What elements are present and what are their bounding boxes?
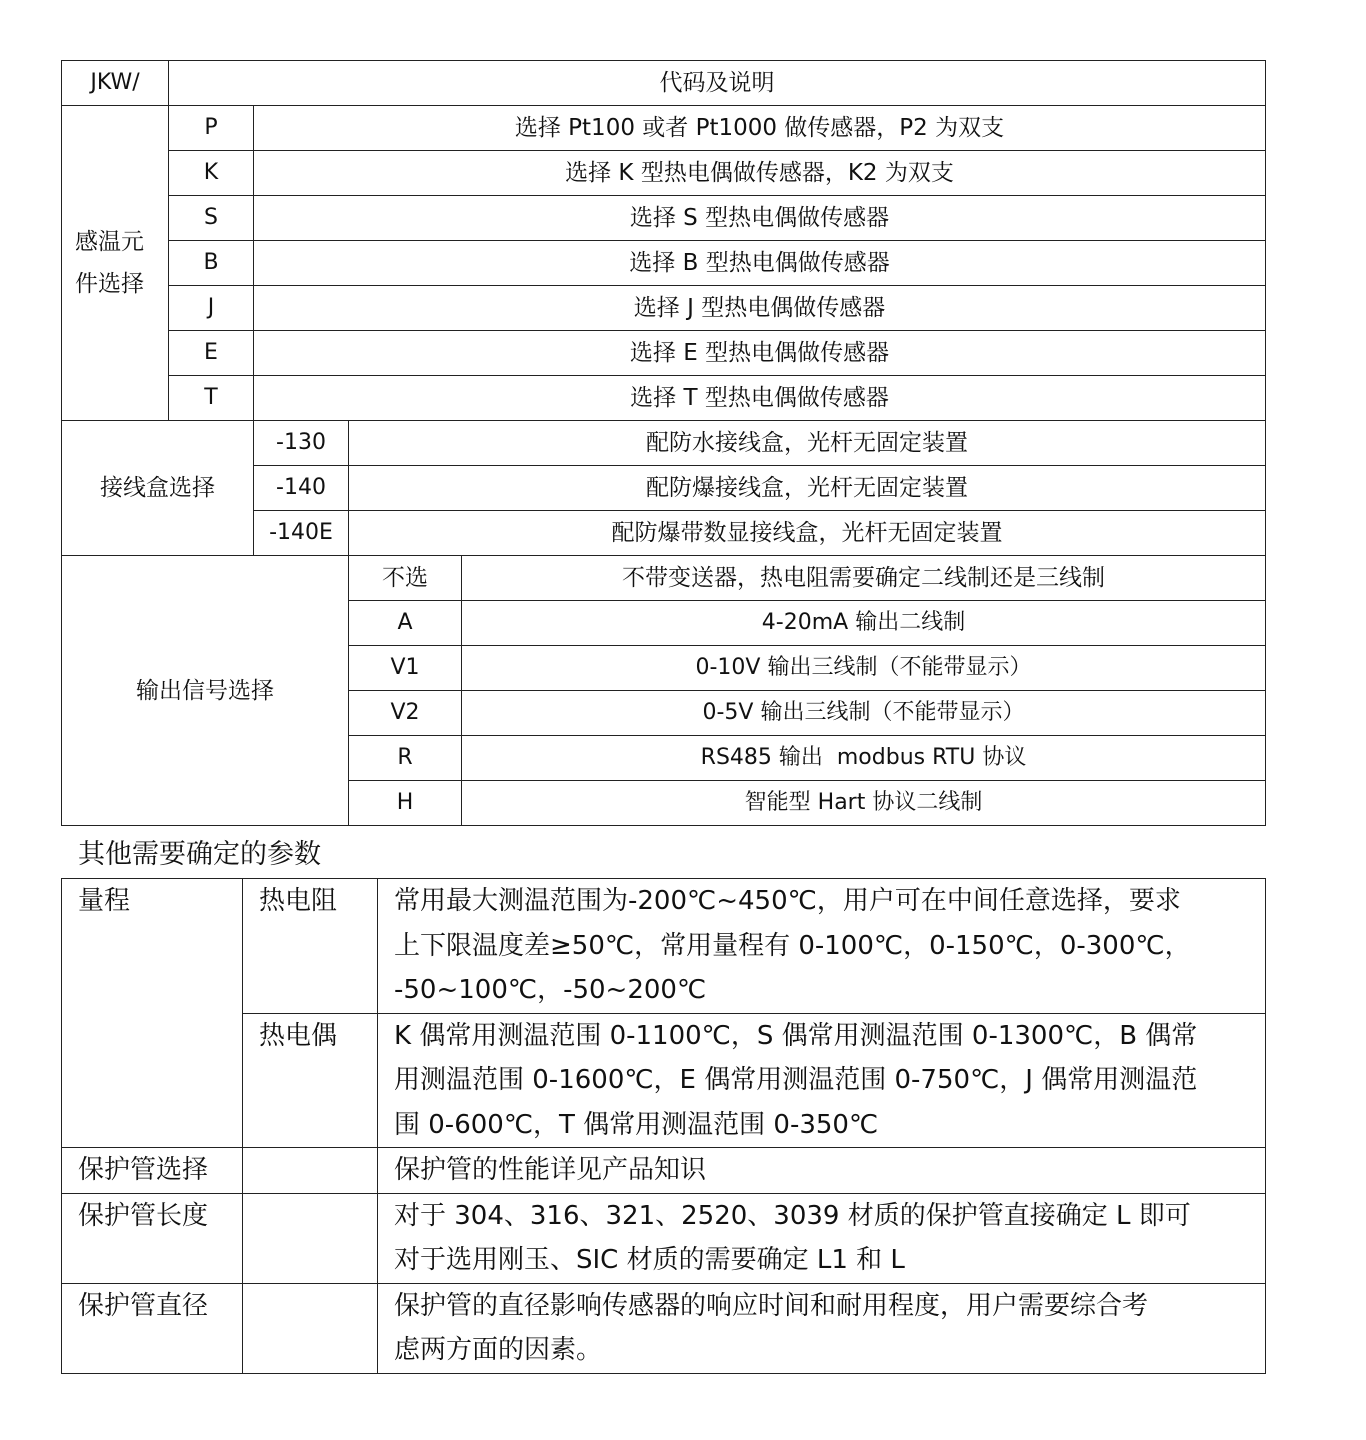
table-row bbox=[62, 196, 1266, 241]
text-line: 常用最大测温范围为-200℃~450℃，用户可在中间任意选择，要求 bbox=[394, 886, 1181, 916]
text-line: 对于 304、316、321、2520、3039 材质的保护管直接确定 L 即可 bbox=[394, 1200, 1191, 1231]
code-cell: 不选 bbox=[349, 556, 462, 601]
code-cell: R bbox=[349, 736, 462, 781]
code-cell: K bbox=[169, 151, 254, 196]
spec-code-table bbox=[61, 60, 1266, 826]
table-row bbox=[62, 1193, 1266, 1283]
output-group-label: 输出信号选择 bbox=[62, 556, 349, 826]
table-row bbox=[62, 331, 1266, 376]
code-cell: T bbox=[169, 376, 254, 421]
desc-cell: 不带变送器，热电阻需要确定二线制还是三线制 bbox=[462, 556, 1266, 601]
desc-cell: 4-20mA 输出二线制 bbox=[462, 601, 1266, 646]
code-cell: B bbox=[169, 241, 254, 286]
text-line: 上下限温度差≥50℃，常用量程有 0-100℃，0-150℃，0-300℃， bbox=[394, 930, 1191, 961]
table-row bbox=[62, 1283, 1266, 1373]
sensor-group-label: 感温元件选择 bbox=[62, 106, 169, 421]
table-row bbox=[62, 1148, 1266, 1194]
other-params-table bbox=[61, 878, 1266, 1374]
tube-length-desc bbox=[378, 1193, 1266, 1283]
desc-cell: 选择 J 型热电偶做传感器 bbox=[254, 286, 1266, 331]
table-row bbox=[62, 1013, 1266, 1148]
code-cell: -140 bbox=[254, 466, 349, 511]
tube-diameter-desc bbox=[378, 1283, 1266, 1373]
empty-cell bbox=[243, 1283, 378, 1373]
desc-cell: 选择 Pt100 或者 Pt1000 做传感器，P2 为双支 bbox=[254, 106, 1266, 151]
text-line: 对于选用刚玉、SIC 材质的需要确定 L1 和 L bbox=[394, 1245, 905, 1275]
junction-group-label: 接线盒选择 bbox=[62, 421, 254, 556]
desc-cell: 0-10V 输出三线制（不能带显示） bbox=[462, 646, 1266, 691]
text-line: 用测温范围 0-1600℃，E 偶常用测温范围 0-750℃，J 偶常用测温范 bbox=[394, 1065, 1198, 1095]
tube-select-desc bbox=[378, 1148, 1266, 1194]
text-line: -50~100℃，-50~200℃ bbox=[394, 975, 707, 1005]
desc-cell: 配防水接线盒，光杆无固定装置 bbox=[349, 421, 1266, 466]
code-cell: P bbox=[169, 106, 254, 151]
table-row bbox=[62, 106, 1266, 151]
empty-cell bbox=[243, 1193, 378, 1283]
header-label: 代码及说明 bbox=[169, 61, 1266, 106]
desc-cell: RS485 输出 modbus RTU 协议 bbox=[462, 736, 1266, 781]
text-line: 虑两方面的因素。 bbox=[394, 1335, 603, 1365]
table-header-row bbox=[62, 61, 1266, 106]
tube-length-label: 保护管长度 bbox=[62, 1193, 243, 1283]
table-row bbox=[62, 286, 1266, 331]
table-row bbox=[62, 151, 1266, 196]
text-line: 保护管的性能详见产品知识 bbox=[394, 1155, 707, 1185]
table-row bbox=[62, 879, 1266, 1014]
table-row bbox=[62, 556, 1266, 601]
code-cell: J bbox=[169, 286, 254, 331]
range-label: 量程 bbox=[62, 879, 243, 1148]
tube-select-label: 保护管选择 bbox=[62, 1148, 243, 1194]
code-cell: A bbox=[349, 601, 462, 646]
table-row bbox=[62, 241, 1266, 286]
tc-label: 热电偶 bbox=[243, 1013, 378, 1148]
code-cell: -130 bbox=[254, 421, 349, 466]
code-cell: E bbox=[169, 331, 254, 376]
desc-cell: 0-5V 输出三线制（不能带显示） bbox=[462, 691, 1266, 736]
desc-cell: 选择 B 型热电偶做传感器 bbox=[254, 241, 1266, 286]
code-cell: H bbox=[349, 781, 462, 826]
tube-diameter-label: 保护管直径 bbox=[62, 1283, 243, 1373]
desc-cell: 选择 S 型热电偶做传感器 bbox=[254, 196, 1266, 241]
desc-cell: 选择 T 型热电偶做传感器 bbox=[254, 376, 1266, 421]
table-row bbox=[62, 421, 1266, 466]
text-line: 保护管的直径影响传感器的响应时间和耐用程度，用户需要综合考 bbox=[394, 1290, 1149, 1321]
other-params-title: 其他需要确定的参数 bbox=[78, 839, 321, 870]
desc-cell: 选择 E 型热电偶做传感器 bbox=[254, 331, 1266, 376]
text-line: 围 0-600℃，T 偶常用测温范围 0-350℃ bbox=[394, 1109, 879, 1140]
model-prefix: JKW/ bbox=[62, 61, 169, 106]
desc-cell: 智能型 Hart 协议二线制 bbox=[462, 781, 1266, 826]
code-cell: S bbox=[169, 196, 254, 241]
desc-cell: 选择 K 型热电偶做传感器，K2 为双支 bbox=[254, 151, 1266, 196]
rtd-label: 热电阻 bbox=[243, 879, 378, 1014]
tc-desc bbox=[378, 1013, 1266, 1148]
code-cell: V1 bbox=[349, 646, 462, 691]
table-row bbox=[62, 376, 1266, 421]
rtd-desc bbox=[378, 879, 1266, 1014]
empty-cell bbox=[243, 1148, 378, 1194]
text-line: K 偶常用测温范围 0-1100℃，S 偶常用测温范围 0-1300℃，B 偶常 bbox=[394, 1020, 1198, 1051]
code-cell: -140E bbox=[254, 511, 349, 556]
desc-cell: 配防爆带数显接线盒，光杆无固定装置 bbox=[349, 511, 1266, 556]
code-cell: V2 bbox=[349, 691, 462, 736]
desc-cell: 配防爆接线盒，光杆无固定装置 bbox=[349, 466, 1266, 511]
